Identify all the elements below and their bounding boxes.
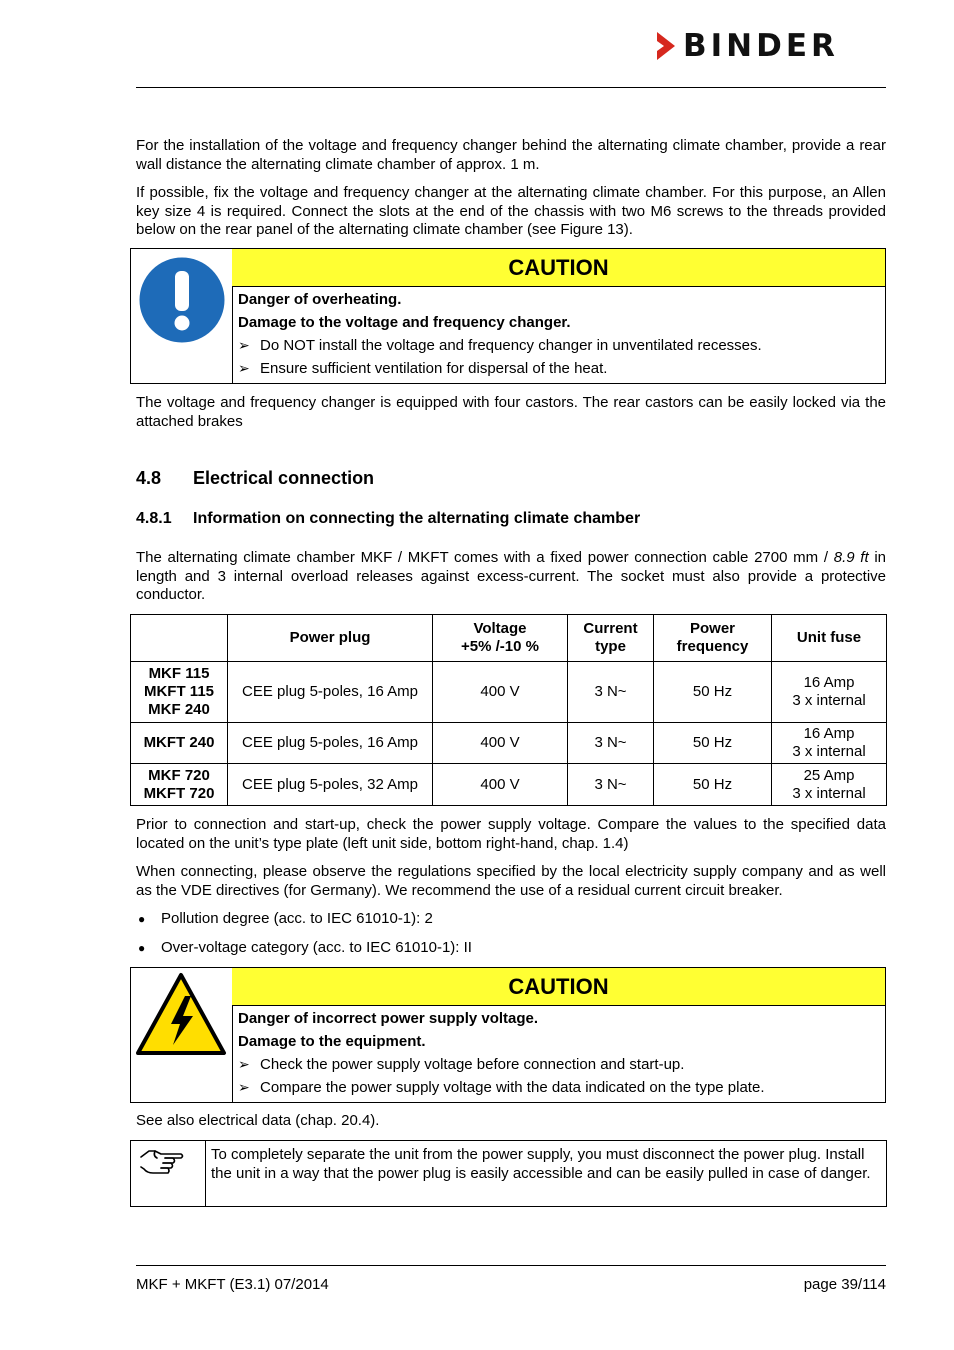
- table-cell-plug: CEE plug 5-poles, 32 Amp: [228, 764, 433, 806]
- table-row: [131, 764, 887, 806]
- caution-danger-text: Danger of overheating.: [238, 291, 402, 308]
- see-also-paragraph: See also electrical data (chap. 20.4).: [136, 1112, 380, 1129]
- caution-body: [232, 1007, 885, 1099]
- table-header-cell: [131, 615, 228, 662]
- connection-text-b: in length and 3 internal overload releases against excess-current. The socket must also provide a protective conductor.: [136, 549, 886, 603]
- caution-instruction-item: [238, 1053, 885, 1076]
- table-cell-frequency: 50 Hz: [654, 723, 772, 764]
- table-cell-fuse: 16 Amp 3 x internal: [772, 662, 887, 723]
- connection-text-italic: 8.9 ft: [833, 549, 869, 566]
- table-cell-frequency: 50 Hz: [654, 764, 772, 806]
- intro-paragraph-1: For the installation of the voltage and frequency changer behind the alternating climate chamber, provide a rear wall distance the alternating climate chamber of approx. 1 m.: [136, 137, 886, 173]
- castors-paragraph: The voltage and frequency changer is equipped with four castors. The rear castors can be easily locked via the attached brakes: [136, 394, 886, 430]
- arrow-bullet-icon: ➢: [238, 337, 250, 353]
- table-header-cell: Current type: [568, 615, 654, 662]
- table-row: [131, 662, 887, 723]
- table-cell-current: 3 N~: [568, 662, 654, 723]
- caution-instruction-text: Check the power supply voltage before connection and start-up.: [260, 1056, 685, 1073]
- caution-box-overheating: [130, 248, 886, 384]
- table-cell-model: MKFT 240: [131, 723, 228, 764]
- caution-instruction-item: [238, 334, 885, 357]
- table-cell-frequency: 50 Hz: [654, 662, 772, 723]
- electrical-table: [130, 614, 887, 806]
- bullet-list: [136, 910, 472, 968]
- table-header-cell: Voltage +5% /-10 %: [433, 615, 568, 662]
- section-title: Electrical connection: [193, 468, 375, 488]
- binder-logo-mark-icon: [655, 29, 677, 63]
- table-cell-voltage: 400 V: [433, 662, 568, 723]
- section-heading: [136, 468, 374, 489]
- pointing-hand-icon: [139, 1147, 185, 1181]
- table-header-cell: Power plug: [228, 615, 433, 662]
- caution-body: [232, 288, 885, 380]
- arrow-bullet-icon: ➢: [238, 360, 250, 376]
- list-item: [136, 939, 472, 968]
- list-item: [136, 910, 472, 939]
- table-cell-current: 3 N~: [568, 764, 654, 806]
- table-cell-voltage: 400 V: [433, 723, 568, 764]
- when-paragraph: When connecting, please observe the regulations specified by the local electricity supply company and as well as the VDE directives (for Germany). We recommend the use of a residual current circuit breaker.: [136, 863, 886, 899]
- caution-damage-text: Damage to the equipment.: [238, 1033, 426, 1050]
- table-cell-plug: CEE plug 5-poles, 16 Amp: [228, 723, 433, 764]
- exclamation-icon: [137, 255, 227, 345]
- footer-page-number: page 39/114: [803, 1276, 886, 1293]
- bullet-dot-icon: ●: [138, 941, 146, 955]
- table-cell-fuse: 16 Amp 3 x internal: [772, 723, 887, 764]
- caution-title: CAUTION: [232, 968, 885, 1006]
- list-item-text: Over-voltage category (acc. to IEC 61010-1): II: [161, 939, 472, 956]
- table-header-row: [131, 615, 887, 662]
- high-voltage-warning-icon: [135, 972, 227, 1056]
- caution-box-voltage: [130, 967, 886, 1103]
- caution-icon-cell: [131, 968, 233, 1102]
- table-header-cell: Unit fuse: [772, 615, 887, 662]
- caution-instruction-text: Ensure sufficient ventilation for dispersal of the heat.: [260, 360, 608, 377]
- table-header-cell: Power frequency: [654, 615, 772, 662]
- intro-paragraph-2: If possible, fix the voltage and frequency changer at the alternating climate chamber. For this purpose, an Allen key size 4 is required. Connect the slots at the end of the chassis with two M6 screws to the threads provided below on the rear panel of the alternating climate chamber (see Figure 13).: [136, 184, 886, 238]
- table-cell-model: MKF 115 MKFT 115 MKF 240: [131, 662, 228, 723]
- caution-instruction-text: Compare the power supply voltage with the data indicated on the type plate.: [260, 1079, 765, 1096]
- section-number: 4.8: [136, 468, 162, 488]
- caution-instruction-item: [238, 357, 885, 380]
- subsection-title: Information on connecting the alternating climate chamber: [193, 510, 641, 527]
- caution-instruction-item: [238, 1076, 885, 1099]
- header-rule: [136, 87, 886, 88]
- arrow-bullet-icon: ➢: [238, 1056, 250, 1072]
- caution-instruction-text: Do NOT install the voltage and frequency changer in unventilated recesses.: [260, 337, 762, 354]
- table-row: [131, 723, 887, 764]
- caution-damage-text: Damage to the voltage and frequency changer.: [238, 314, 571, 331]
- brand-name: BINDER: [683, 28, 839, 64]
- binder-logo: [655, 28, 839, 64]
- caution-title: CAUTION: [232, 249, 885, 287]
- table-cell-fuse: 25 Amp 3 x internal: [772, 764, 887, 806]
- footer-rule: [136, 1265, 886, 1266]
- note-box: [130, 1140, 887, 1207]
- bullet-dot-icon: ●: [138, 912, 146, 926]
- caution-danger-text: Danger of incorrect power supply voltage.: [238, 1010, 539, 1027]
- prior-paragraph: Prior to connection and start-up, check the power supply voltage. Compare the values to the specified data located on the unit’s type plate (left unit side, bottom right-hand, chap. 1.4): [136, 816, 886, 852]
- list-item-text: Pollution degree (acc. to IEC 61010-1): 2: [161, 910, 433, 927]
- note-icon-cell: [131, 1141, 206, 1206]
- subsection-heading: [136, 510, 640, 528]
- connection-text-a: The alternating climate chamber MKF / MKFT comes with a fixed power connection cable 2700 mm /: [136, 549, 834, 566]
- footer-document-id: MKF + MKFT (E3.1) 07/2014: [136, 1276, 329, 1293]
- table-cell-current: 3 N~: [568, 723, 654, 764]
- table-cell-model: MKF 720 MKFT 720: [131, 764, 228, 806]
- arrow-bullet-icon: ➢: [238, 1079, 250, 1095]
- table-cell-voltage: 400 V: [433, 764, 568, 806]
- subsection-number: 4.8.1: [136, 510, 172, 527]
- connection-paragraph: [136, 549, 886, 605]
- note-text: To completely separate the unit from the power supply, you must disconnect the power plug. Install the unit in a way that the power plug is easily accessible and can be easily pulled in case of danger.: [211, 1146, 871, 1182]
- table-cell-plug: CEE plug 5-poles, 16 Amp: [228, 662, 433, 723]
- caution-icon-cell: [131, 249, 233, 383]
